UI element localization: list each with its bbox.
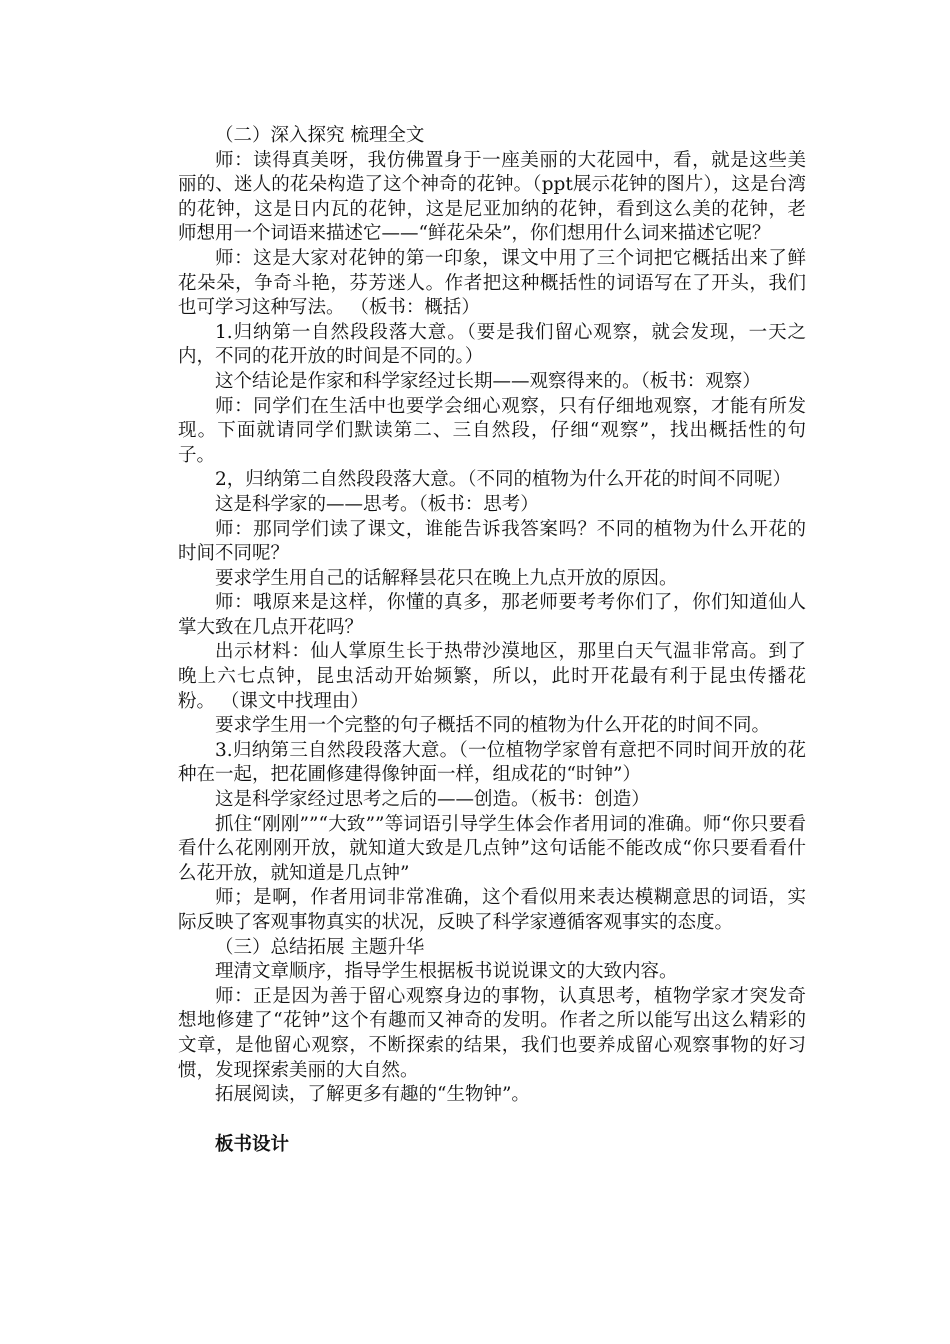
paragraph: 要求学生用一个完整的句子概括不同的植物为什么开花的时间不同。 <box>215 715 771 737</box>
paragraph: 2，归纳第二自然段段落大意。（不同的植物为什么开花的时间不同呢） <box>215 469 792 491</box>
paragraph: 1.归纳第一自然段段落大意。（要是我们留心观察，就会发现，一天之内，不同的花开放的时间是不同的。） <box>178 321 806 368</box>
paragraph: 师：正是因为善于留心观察身边的事物，认真思考，植物学家才突发奇想地修建了“花钟”这个有趣而又神奇的发明。作者之所以能写出这么精彩的文章，是他留心观察，不断探索的结果，我们也要养成留心观察事物的好习惯，发现探索美丽的大自然。 <box>178 985 806 1081</box>
spacer <box>178 1108 806 1133</box>
paragraph: 这是科学家经过思考之后的——创造。（板书：创造） <box>215 789 650 811</box>
paragraph: 师：同学们在生活中也要学会细心观察，只有仔细地观察，才能有所发现。下面就请同学们默读第二、三自然段，仔细“观察”，找出概括性的句子。 <box>178 395 806 466</box>
paragraph: 这是科学家的——思考。（板书：思考） <box>215 493 539 515</box>
paragraph: 理清文章顺序，指导学生根据板书说说课文的大致内容。 <box>215 961 678 983</box>
paragraph: 要求学生用自己的话解释昙花只在晚上九点开放的原因。 <box>215 567 678 589</box>
blackboard-design-heading: 板书设计 <box>215 1133 290 1155</box>
paragraph: 师：这是大家对花钟的第一印象，课文中用了三个词把它概括出来了鲜花朵朵，争奇斗艳，芬芳迷人。作者把这种概括性的词语写在了开头，我们也可学习这种写法。 （板书：概括） <box>178 247 806 319</box>
paragraph: 师：那同学们读了课文，谁能告诉我答案吗？不同的植物为什么开花的时间不同呢？ <box>178 518 806 565</box>
paragraph: 3.归纳第三自然段段落大意。（一位植物学家曾有意把不同时间开放的花种在一起，把花圃修建得像钟面一样，组成花的“时钟”） <box>178 739 806 786</box>
section-title-3: （三）总结拓展 主题升华 <box>215 936 425 958</box>
section-title-2: （二）深入探究 梳理全文 <box>215 125 425 146</box>
paragraph: 抓住“刚刚””“大致””等词语引导学生体会作者用词的准确。师“你只要看看什么花刚刚开放，就知道大致是几点钟”这句话能不能改成“你只要看看什么花开放，就知道是几点钟” <box>178 813 806 884</box>
document-body <box>178 124 806 1157</box>
paragraph: 这个结论是作家和科学家经过长期——观察得来的。（板书：观察） <box>215 370 761 392</box>
paragraph: 拓展阅读，了解更多有趣的“生物钟”。 <box>215 1084 530 1106</box>
paragraph: 师：哦原来是这样，你懂的真多，那老师要考考你们了，你们知道仙人掌大致在几点开花吗？ <box>178 592 806 638</box>
paragraph: 出示材料：仙人掌原生长于热带沙漠地区，那里白天气温非常高。到了晚上六七点钟，昆虫活动开始频繁，所以，此时开花最有利于昆虫传播花粉。 （课文中找理由） <box>178 641 806 712</box>
paragraph: 师；是啊，作者用词非常准确，这个看似用来表达模糊意思的词语，实际反映了客观事物真实的状况，反映了科学家遵循客观事实的态度。 <box>178 887 806 933</box>
paragraph: 师：读得真美呀，我仿佛置身于一座美丽的大花园中，看，就是这些美丽的、迷人的花朵构造了这个神奇的花钟。（ppt展示花钟的图片），这是台湾的花钟，这是日内瓦的花钟，这是尼亚加纳的花钟，看到这么美的花钟，老师想用一个词语来描述它——“鲜花朵朵”，你们想用什么词来描述它呢？ <box>178 149 806 245</box>
